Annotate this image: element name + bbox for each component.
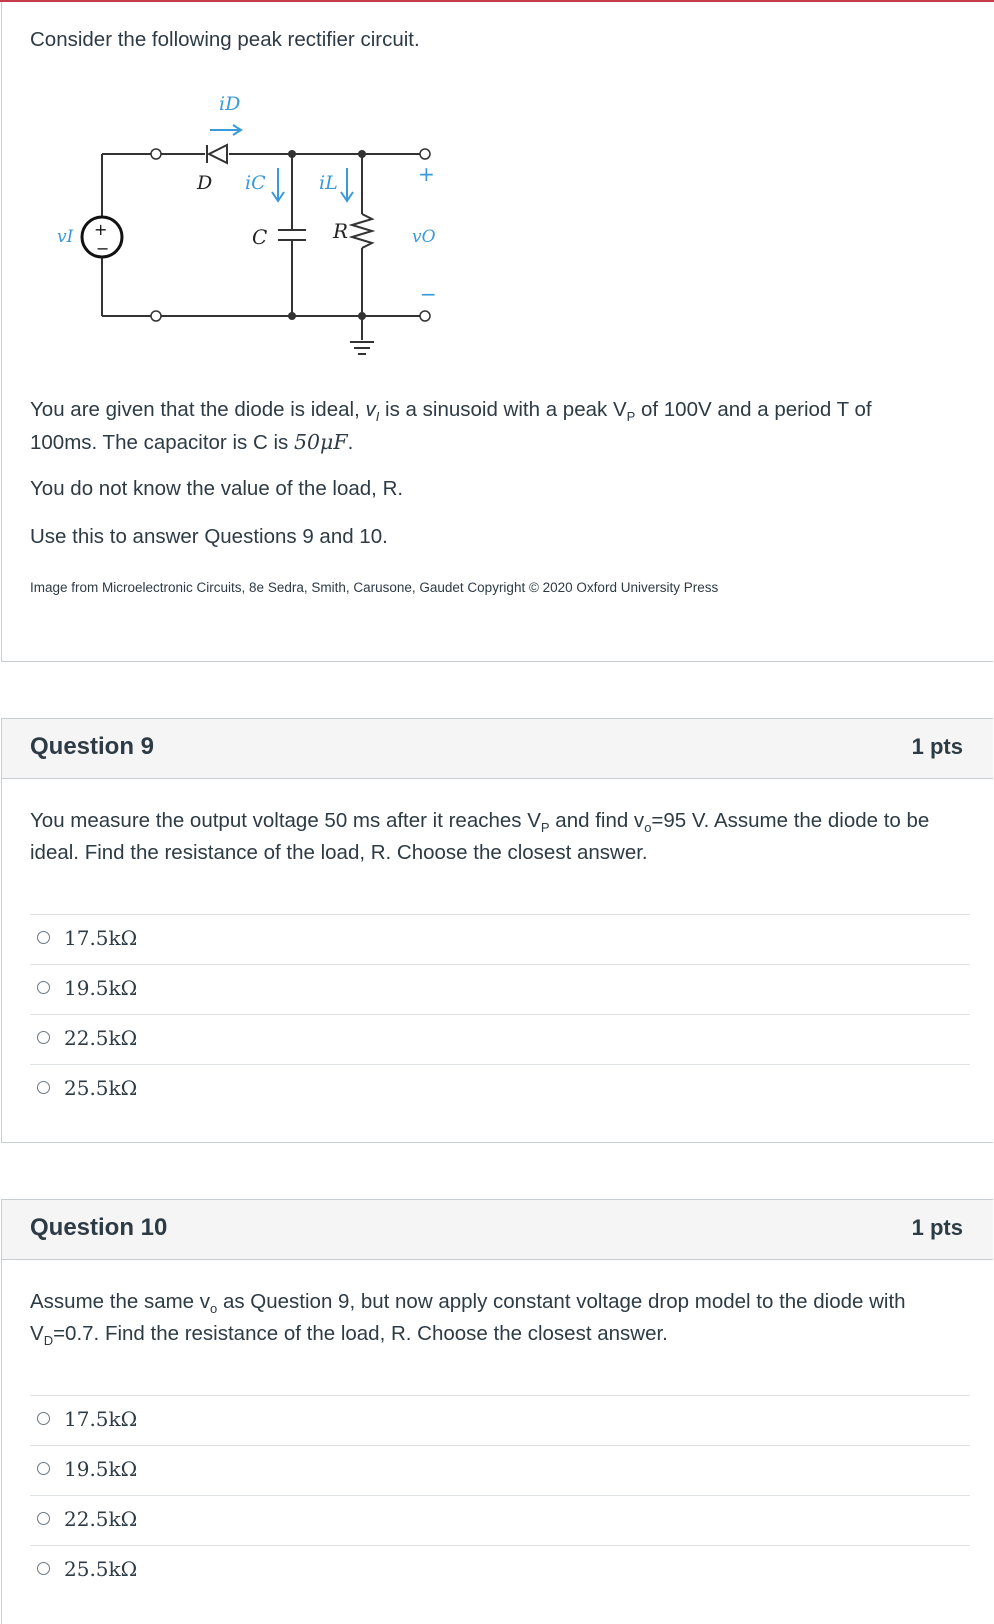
label-source-plus: + [94, 220, 108, 239]
question-10-text-line-1: Assume the same $v_o$ as Question 9, but now apply constant voltage drop model to the diode with [30, 1290, 906, 1317]
answer-option[interactable] [30, 1064, 970, 1114]
answer-label[interactable]: 17.5kΩ [64, 926, 138, 950]
answer-option[interactable] [30, 914, 970, 964]
answer-label[interactable]: 19.5kΩ [64, 976, 138, 1000]
radio-button[interactable] [37, 1081, 50, 1094]
question-9-text-line-1: You measure the output voltage 50 ms after it reaches $V_P$ and find $v_o=95$ V. Assume the diode to be [30, 809, 930, 836]
label-iD: iD [219, 93, 241, 115]
intro-heading: Consider the following peak rectifier circuit. [30, 28, 420, 51]
answer-label[interactable]: 25.5kΩ [64, 1557, 138, 1581]
question-10-header [2, 1200, 993, 1260]
question-9-answers [30, 914, 970, 1114]
radio-button[interactable] [37, 1031, 50, 1044]
question-9-text-line-2: ideal. Find the resistance of the load, R. Choose the closest answer. [30, 841, 648, 864]
intro-paragraph-2: You do not know the value of the load, R. [30, 477, 404, 500]
answer-label[interactable]: 19.5kΩ [64, 1457, 138, 1481]
question-9-panel [1, 718, 993, 1143]
radio-button[interactable] [37, 1412, 50, 1425]
answer-option[interactable] [30, 1395, 970, 1445]
answer-option[interactable] [30, 1014, 970, 1064]
label-output-plus: + [418, 162, 435, 186]
question-10-answers [30, 1395, 970, 1595]
intro-panel [1, 2, 993, 662]
question-9-title: Question 9 [30, 733, 155, 760]
label-iL: iL [319, 172, 338, 194]
question-9-header [2, 719, 993, 779]
answer-option[interactable] [30, 1545, 970, 1595]
capacitance-value: 50μF [293, 430, 348, 454]
label-source-minus: − [96, 239, 110, 258]
question-9-points: 1 pts [911, 734, 963, 759]
answer-label[interactable]: 22.5kΩ [64, 1507, 138, 1531]
answer-option[interactable] [30, 1445, 970, 1495]
question-10-title: Question 10 [30, 1214, 168, 1241]
radio-button[interactable] [37, 1462, 50, 1475]
answer-label[interactable]: 25.5kΩ [64, 1076, 138, 1100]
question-10-panel [1, 1199, 993, 1624]
answer-label[interactable]: 17.5kΩ [64, 1407, 138, 1431]
question-10-points: 1 pts [911, 1215, 963, 1240]
radio-button[interactable] [37, 1512, 50, 1525]
radio-button[interactable] [37, 931, 50, 944]
intro-paragraph-1-line-1: You are given that the diode is ideal, $v_I$ is a sinusoid with a peak $V_P$ of 100V and a period T of [30, 398, 872, 425]
answer-option[interactable] [30, 1495, 970, 1545]
intro-paragraph-1-line-2: 100ms. The capacitor is C is 50μF. [30, 430, 354, 454]
radio-button[interactable] [37, 981, 50, 994]
radio-button[interactable] [37, 1562, 50, 1575]
label-C: C [252, 225, 268, 249]
image-credit: Image from Microelectronic Circuits, 8e Sedra, Smith, Carusone, Gaudet Copyright © 2020 Oxford University Press [30, 580, 719, 595]
label-iC: iC [245, 172, 266, 194]
label-vI: vI [57, 227, 74, 247]
answer-option[interactable] [30, 964, 970, 1014]
intro-paragraph-3: Use this to answer Questions 9 and 10. [30, 525, 388, 548]
label-R: R [333, 219, 349, 243]
label-D: D [197, 172, 213, 194]
label-vO: vO [412, 227, 436, 247]
label-output-minus: − [420, 282, 437, 306]
peak-rectifier-circuit-diagram [57, 90, 457, 380]
question-10-text-line-2: $V_D=0.7$. Find the resistance of the load, R. Choose the closest answer. [30, 1322, 668, 1349]
answer-label[interactable]: 22.5kΩ [64, 1026, 138, 1050]
